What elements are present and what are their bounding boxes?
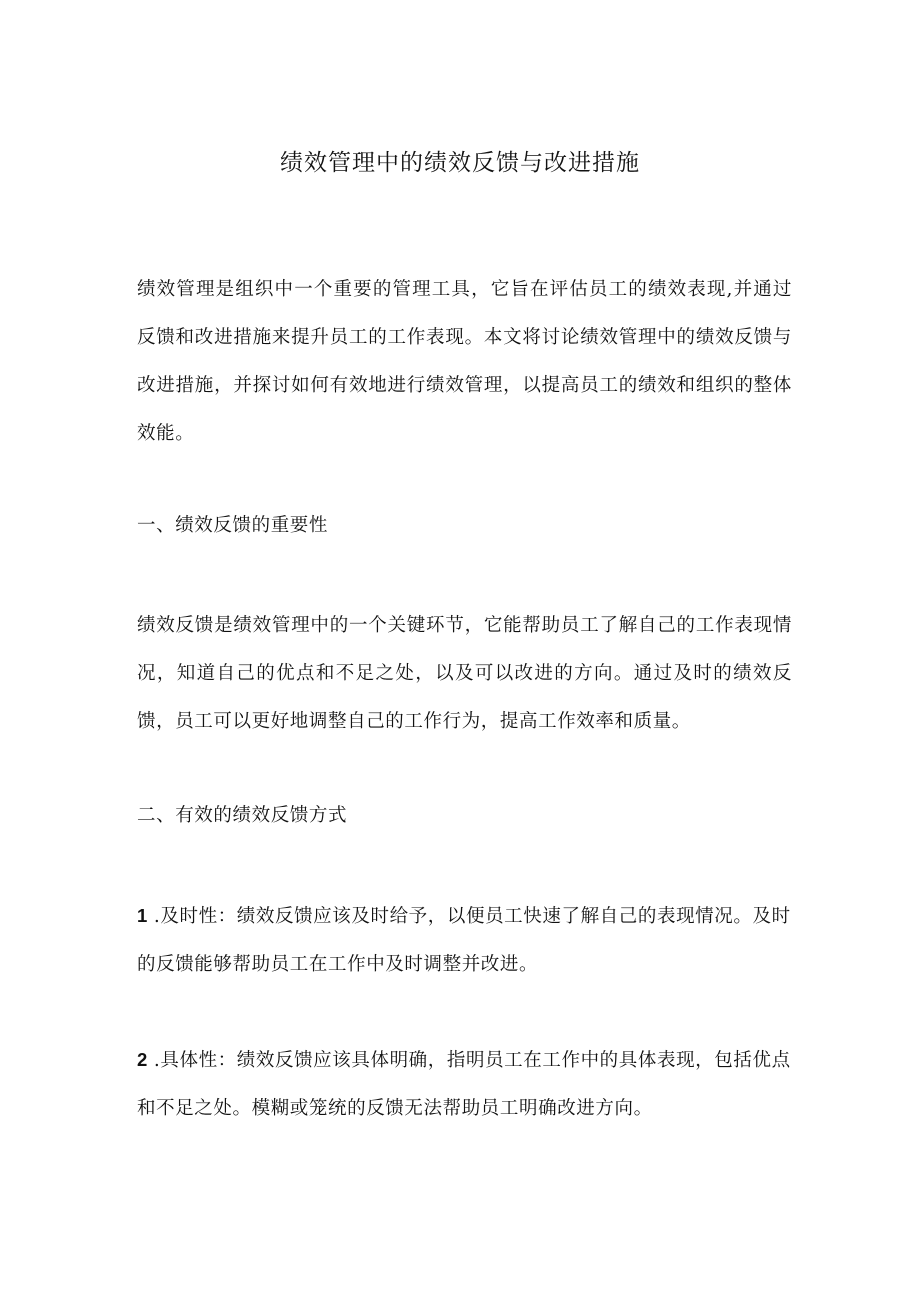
list-item-2-text: .具体性：绩效反馈应该具体明确，指明员工在工作中的具体表现，包括优点和不足之处。模糊或笼统的反馈无法帮助员工明确改进方向。 (137, 1050, 791, 1119)
list-item-1 (137, 892, 792, 989)
section-1-paragraph: 绩效反馈是绩效管理中的一个关键环节，它能帮助员工了解自己的工作表现情况，知道自己的优点和不足之处，以及可以改进的方向。通过及时的绩效反馈，员工可以更好地调整自己的工作行为，提高工作效率和质量。 (137, 615, 792, 732)
document-title: 绩效管理中的绩效反馈与改进措施 (280, 150, 640, 176)
list-item-1-number: 1 (137, 905, 148, 926)
section-2-heading: 二、有效的绩效反馈方式 (137, 805, 348, 826)
section-1-heading: 一、绩效反馈的重要性 (137, 515, 329, 536)
list-item-1-text: .及时性：绩效反馈应该及时给予，以便员工快速了解自己的表现情况。及时的反馈能够帮助员工在工作中及时调整并改进。 (137, 906, 791, 975)
list-item-2-number: 2 (137, 1049, 148, 1070)
list-item-2 (137, 1036, 792, 1133)
intro-paragraph: 绩效管理是组织中一个重要的管理工具，它旨在评估员工的绩效表现,并通过反馈和改进措施来提升员工的工作表现。本文将讨论绩效管理中的绩效反馈与改进措施，并探讨如何有效地进行绩效管理，以提高员工的绩效和组织的整体效能。 (137, 279, 792, 444)
